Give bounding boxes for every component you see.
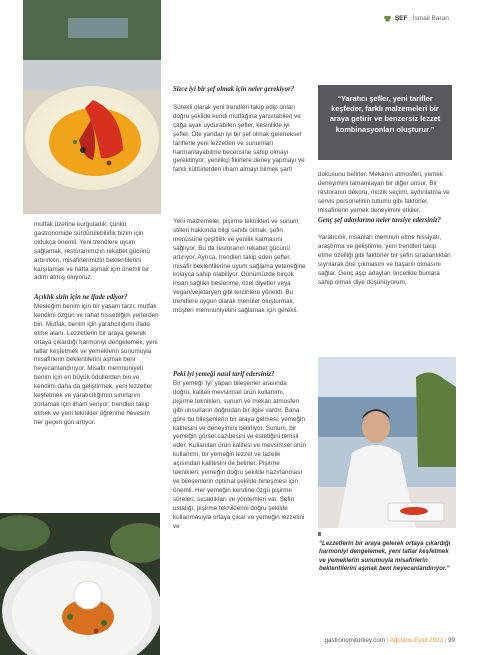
header: ŞEF | İsmail Baran: [384, 15, 449, 22]
col2-answer-1: Sürekli olarak yeni trendleri takip edip onları doğru şekilde kendi mutfağına yansıtabilen ve çağa ayak uydurabilen şefler, kesinlikle iyi şefler. Öte yandan iyi bir şef olmak geleneksel tariflerle yeni lezzetleri ve sunumları harmanlayabilme becerisine sahip olmayı gerektiriyor; yenilikçi fikirlere deney yapmayı ve farklı kültürlerden ilham almayı bilmek şart!: [173, 104, 305, 174]
plated-dish-photo: [0, 513, 160, 655]
col1-intro: mutfak üzerine kurguladık; çünkü gastronomide sürdürülebilirlik bizim için oldukça önemli. Yeni trendlere uyum sağlamak, restoranımızın rekabet gücünü artırırken, misafirlerimizin beklentilerini karşılamak ve hatta aşmak için önemli bir adım atmış oluyoruz.: [34, 221, 150, 282]
chef-hat-icon: [384, 15, 391, 22]
col2-answer-2: Bir yemeği 'iyi' yapan bileşenler arasında doğru, kaliteli mevsimsel ürün kullanımı, pişirme teknikleri, sunum ve mekan atmosferi gibi unsurların doğrudan bir ilgisi vardır. Bana göre bu bileşenlerin bir araya gelmesi, yemeğin kalitesini ve deneyimini belirliyor. Sunum, bir yemeğin görsel cazibesini ve estetiğini temsil eder. Kullanılan ürün kalitesi ve mevsimsel ürün kullanımı, bir yemeğin lezzet ve tazelik açısından kalitesini de belirler. Pişirme teknikleri, yemeğin doğru şekilde hazırlanması ve bileşenlerin optimal şekilde birleşmesi için önemli. Her yemeğin kendine özgü pişirme süreleri, sıcaklıkları ve yöntemleri var. Şefin ustalığı, pişirme tekniklerini doğru şekilde kullanmasıyla ortaya çıkar ve yemeğin lezzetini ve: [173, 380, 307, 530]
author-name: İsmail Baran: [412, 15, 449, 23]
footer-separator: |: [444, 637, 447, 644]
col3-answer: Yaratıcılık, insanları memnun etme hissiyatı, araştırma ve geliştirme, yeni trendleri takip etme özelliği gibi faktörler bir şefin sıradanlıktan sıyrılarak öne çıkmasını ve başarılı olmasını sağlar. Genç aşçı adayları öncelikle bunlara sahip olmalı diye düşünüyorum.: [318, 234, 451, 286]
chef-portrait-photo: [318, 357, 456, 528]
col3-continuation: dokusunu belirler. Mekanın atmosferi, yemek deneyimini tamamlayan bir diğer unsur. Bir restoranın dekoru, müzik seçimi, aydınlatma ve servis personelinin tutumu gibi faktörler, misafirlerin yemek deneyimini etkiler.: [318, 171, 450, 214]
quote-box: “Yaratıcı şefler, yeni tarifler keşfeder, farklı malzemeleri bir araya getirir ve benzersiz lezzet kombinasyonları oluşturur.”: [318, 85, 452, 160]
col1-answer: Mesleğim benim için bir yaşam tarzı; mutfak kendimi özgün ve rahat hissettiğim yerlerden biri. Mutfak, benim için yaratıcılığımı ifade etme alanı. Lezzetlerin bir araya gelerek ortaya çıkardığı harmoniyi dengelemek, yeni tatlar keşfetmek ve yemeklerin sunumuyla misafirlerin beklentilerini aşmak beni heyecanlandırıyor. Misafir memnuniyeti benim için en büyük ödüllerden biri ve kendimi daha da geliştirmek, yeni lezzetler keşfetmek ve yaratıcılığımın sınırlarını zorlamak için ilham veriyor; trendleri takip etmek ve yeni teknikler öğrenme hevesim her geçen gün artıyor.: [34, 303, 159, 426]
pullquote-bar: [318, 532, 321, 536]
page-number: 99: [448, 637, 455, 644]
lobster-dish-photo: [23, 0, 161, 214]
page-footer: [325, 637, 455, 644]
col2-answer-1b: Yeni malzemeler, pişirme teknikleri ve sunum stilleri hakkında bilgi sahibi olmak, şefin menüsüne çeşitlilik ve yenilik katmasını sağlıyor. Bu da restoranın rekabet gücünü artırıyor. Ayrıca, trendleri takip eden şefler, misafir beklentilerine uyum sağlama yeteneğine kolayca sahip olabiliyor. Günümüzde birçok insan sağlıklı beslenme, özel diyetler veya vegan/vejetaryen gibi tercihlere yöneldi. Bu trendlere uygun olarak menüler oluşturmak, müşteri memnuniyetini sağlamak için gerekli.: [173, 218, 306, 315]
question-heading: Sizce iyi bir şef olmak için neler gerekiyor?: [173, 86, 295, 93]
question-heading: Açıklık sizin için ne ifade ediyor?: [34, 294, 128, 301]
pull-quote: “Lezzetlerin bir araya gelerek ortaya çıkardığı harmoniyi dengelemek, yeni tatlar keşfetmek ve yemeklerin sunumuyla misafirlerin beklentilerini aşmak beni heyecanlandırıyor.”: [319, 540, 451, 573]
question-heading: Peki iyi yemeği nasıl tarif edersiniz?: [173, 371, 275, 378]
footer-separator: |: [386, 637, 389, 644]
footer-issue: Ağustos-Eylül 2023: [389, 637, 444, 644]
question-heading: Genç şef adaylarına neler tavsiye edersiniz?: [318, 217, 441, 224]
section-label: ŞEF: [394, 15, 408, 23]
footer-site: gastronomiturkey.com: [324, 637, 385, 644]
